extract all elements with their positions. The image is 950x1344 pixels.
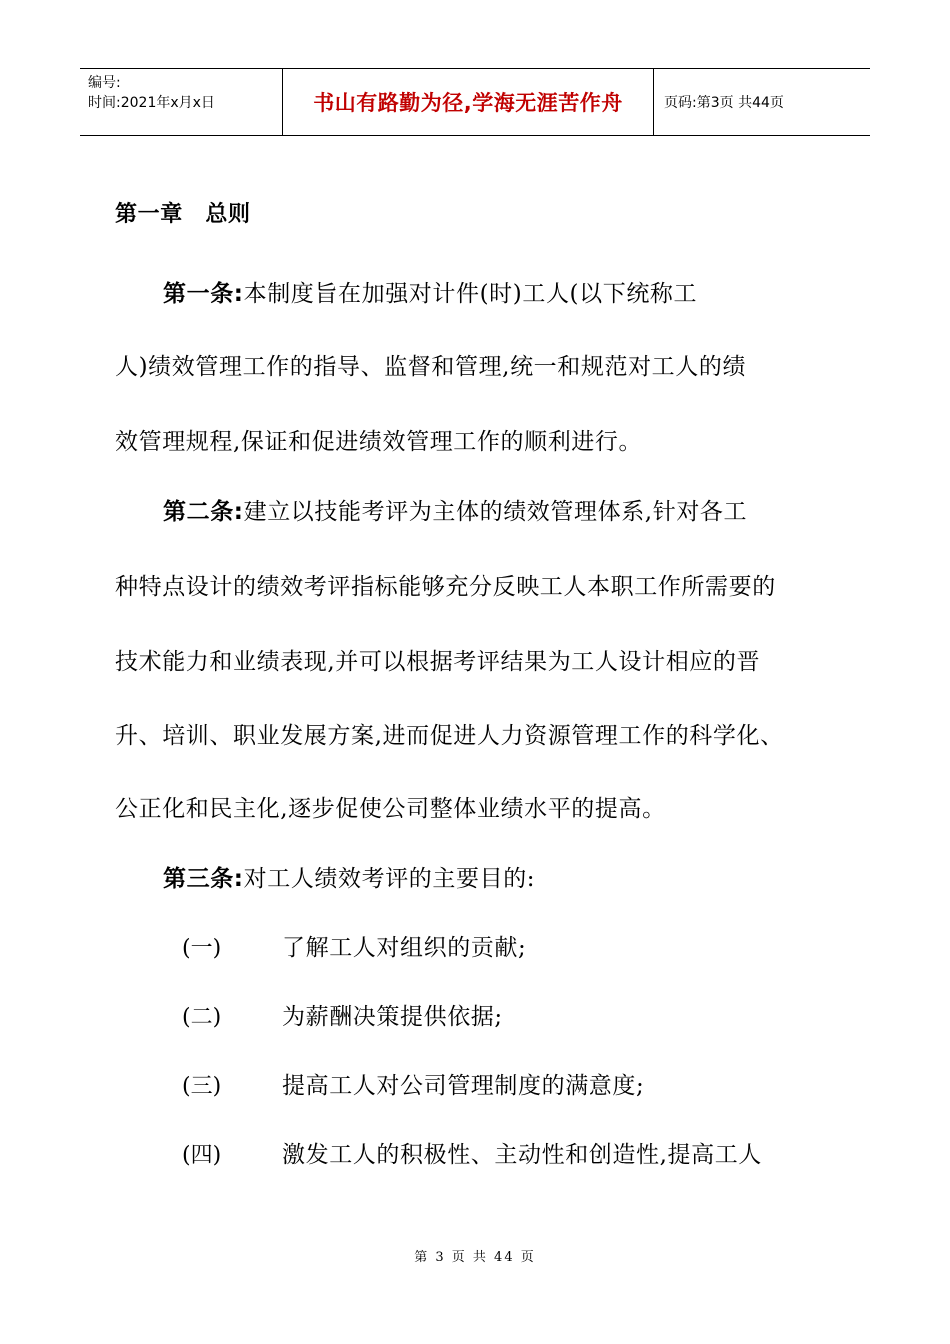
article-2-line-5: 公正化和民主化,逐步促使公司整体业绩水平的提高。	[115, 796, 666, 822]
article-1-text-1: 本制度旨在加强对计件(时)工人(以下统称工	[243, 281, 698, 307]
list-item-text: 激发工人的积极性、主动性和创造性,提高工人	[282, 1142, 762, 1168]
article-1-label: 第一条:	[163, 281, 244, 307]
article-3-label: 第三条:	[163, 866, 244, 892]
chapter-title: 第一章 总则	[115, 202, 251, 227]
article-2-line-3: 技术能力和业绩表现,并可以根据考评结果为工人设计相应的晋	[115, 649, 761, 675]
header-page-info	[654, 69, 870, 135]
article-3-line-1	[163, 860, 535, 893]
number-label: 编号:	[88, 75, 121, 91]
article-2-line-4: 升、培训、职业发展方案,进而促进人力资源管理工作的科学化、	[115, 723, 784, 749]
article-2-line-1	[163, 493, 747, 526]
article-1-line-2: 人)绩效管理工作的指导、监督和管理,统一和规范对工人的绩	[115, 354, 747, 380]
header-meta	[80, 69, 282, 135]
page-label: 页码:第3页 共44页	[664, 95, 784, 111]
list-item-number: (四)	[182, 1143, 222, 1168]
article-1-line-1	[163, 275, 697, 308]
header-motto: 书山有路勤为径,学海无涯苦作舟	[282, 69, 654, 135]
page-footer: 第 3 页 共 44 页	[414, 1250, 536, 1265]
time-label: 时间:2021年x月x日	[88, 95, 215, 111]
list-item-number: (一)	[182, 936, 222, 961]
list-item-number: (三)	[182, 1074, 222, 1099]
page-header	[80, 68, 870, 136]
list-item-text: 为薪酬决策提供依据;	[282, 1004, 503, 1030]
article-1-line-3: 效管理规程,保证和促进绩效管理工作的顺利进行。	[115, 429, 643, 455]
article-2-line-2: 种特点设计的绩效考评指标能够充分反映工人本职工作所需要的	[115, 574, 776, 600]
article-2-label: 第二条:	[163, 499, 244, 525]
list-item-text: 了解工人对组织的贡献;	[282, 935, 527, 961]
list-item-text: 提高工人对公司管理制度的满意度;	[282, 1073, 645, 1099]
list-item-number: (二)	[182, 1005, 222, 1030]
article-2-text-1: 建立以技能考评为主体的绩效管理体系,针对各工	[243, 499, 748, 525]
article-3-text: 对工人绩效考评的主要目的:	[243, 866, 536, 892]
